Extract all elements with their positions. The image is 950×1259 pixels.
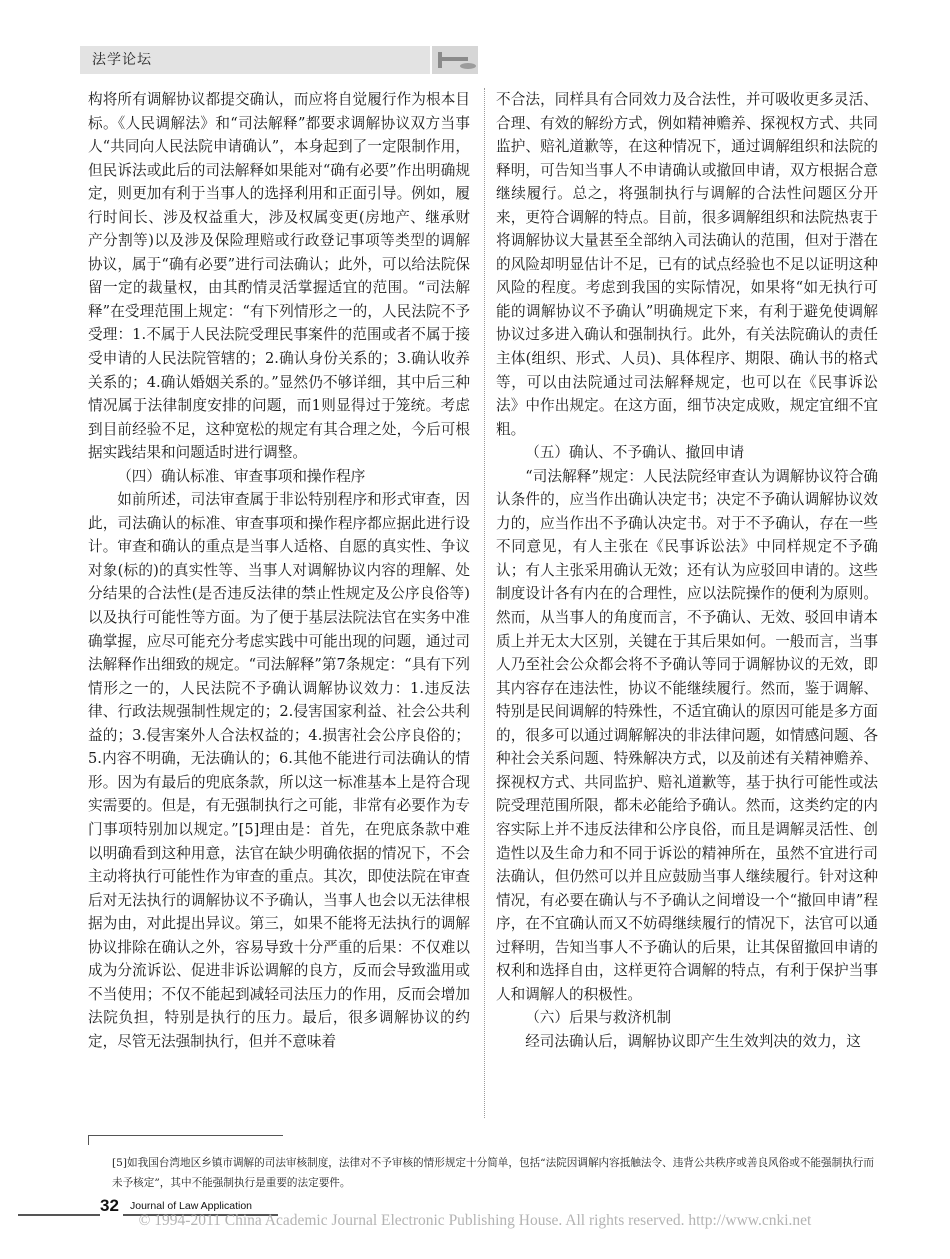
column-divider bbox=[484, 88, 485, 1118]
paragraph: 构将所有调解协议都提交确认，而应将自觉履行作为根本目标。《人民调解法》和“司法解释”都要求调解协议双方当事人“共同向人民法院申请确认”，本身起到了一定限制作用，但民诉法或此后的司法解释如果能对“确有必要”作出明确规定，则更加有利于当事人的选择利用和正面引导。例如，履行时间长、涉及权益重大，涉及权属变更(房地产、继承财产分割等)以及涉及保险理赔或行政登记事项等类型的调解协议，属于“确有必要”进行司法确认；此外，可以给法院保留一定的裁量权，由其酌情灵活掌握适宜的范围。“司法解释”在受理范围上规定：“有下列情形之一的，人民法院不予受理：1.不属于人民法院受理民事案件的范围或者不属于接受申请的人民法院管辖的；2.确认身份关系的；3.确认收养关系的；4.确认婚姻关系的。”显然仍不够详细，其中后三种情况属于法律制度安排的问题，而1则显得过于笼统。考虑到目前经验不足，这种宽松的规定有其合理之处，今后可根据实践结果和问题适时进行调整。 bbox=[88, 91, 470, 462]
paragraph: 不合法，同样具有合同效力及合法性，并可吸收更多灵活、合理、有效的解纷方式，例如精神赡养、探视权方式、共同监护、赔礼道歉等，在这种情况下，通过调解组织和法院的释明，可告知当事人不申请确认或撤回申请，双方根据合意继续履行。总之，将强制执行与调解的合法性问题区分开来，更符合调解的特点。目前，很多调解组织和法院热衷于将调解协议大量甚至全部纳入司法确认的范围，但对于潜在的风险却明显估计不足，已有的试点经验也不足以证明这种风险的程度。考虑到我国的实际情况，如果将“如无执行可能的调解协议不予确认”明确规定下来，有利于避免使调解协议过多进入确认和强制执行。此外，有关法院确认的责任主体(组织、形式、人员)、具体程序、期限、确认书的格式等，可以由法院通过司法解释规定，也可以在《民事诉讼法》中作出规定。在这方面，细节决定成败，规定宜细不宜粗。 bbox=[496, 91, 878, 438]
section-heading: （六）后果与救济机制 bbox=[525, 1009, 672, 1027]
copyright-notice: © 1994-2011 China Academic Journal Electronic Publishing House. All rights reserved. http://www.cnki.net bbox=[138, 1212, 812, 1229]
footnote-rule bbox=[88, 1135, 283, 1136]
right-column bbox=[496, 88, 878, 1053]
page-number: 32 bbox=[100, 1196, 123, 1216]
gavel-icon bbox=[432, 46, 478, 74]
left-column bbox=[88, 88, 470, 1053]
header-band bbox=[80, 46, 430, 74]
footnote-rule-mark bbox=[88, 1135, 89, 1145]
paragraph: 如前所述，司法审查属于非讼特别程序和形式审查，因此，司法确认的标准、审查事项和操作程序都应据此进行设计。审查和确认的重点是当事人适格、自愿的真实性、争议对象(标的)的真实性等、当事人对调解协议内容的理解、处分结果的合法性(是否违反法律的禁止性规定及公序良俗等)以及执行可能性等方面。为了便于基层法院法官在实务中准确掌握，应尽可能充分考虑实践中可能出现的问题，通过司法解释作出细致的规定。“司法解释”第7条规定：“具有下列情形之一的，人民法院不予确认调解协议效力：1.违反法律、行政法规强制性规定的；2.侵害国家利益、社会公共利益的；3.侵害案外人合法权益的；4.损害社会公序良俗的；5.内容不明确，无法确认的；6.其他不能进行司法确认的情形。因为有最后的兜底条款，所以这一标准基本上是符合现实需要的。但是，有无强制执行之可能，非常有必要作为专门事项特别加以规定。”[5]理由是：首先，在兜底条款中难以明确看到这种用意，法官在缺少明确依据的情况下，不会主动将执行可能性作为审查的重点。其次，即使法院在审查后对无法执行的调解协议不予确认，当事人也会以无法律根据为由，对此提出异议。第三，如果不能将无法执行的调解协议排除在确认之外，容易导致十分严重的后果：不仅难以成为分流诉讼、促进非诉讼调解的良方，反而会导致滥用或不当使用；不仅不能起到减轻司法压力的作用，反而会增加法院负担，特别是执行的压力。最后，很多调解协议的约定，尽管无法强制执行，但并不意味着 bbox=[88, 491, 470, 1050]
journal-title: 法学论坛 bbox=[92, 52, 152, 68]
journal-english-title: Journal of Law Application bbox=[126, 1200, 256, 1212]
running-header bbox=[80, 46, 480, 74]
footnote: [5]如我国台湾地区乡镇市调解的司法审核制度，法律对不予审核的情形规定十分简单，包括“法院因调解内容抵触法令、违背公共秩序或善良风俗或不能强制执行而未予核定”，其中不能强制执行是重要的法定要件。 bbox=[112, 1157, 874, 1189]
section-heading: （五）确认、不予确认、撤回申请 bbox=[525, 444, 745, 462]
section-heading: （四）确认标准、审查事项和操作程序 bbox=[117, 467, 366, 485]
paragraph: 经司法确认后，调解协议即产生生效判决的效力，这 bbox=[525, 1032, 861, 1050]
paragraph: “司法解释”规定：人民法院经审查认为调解协议符合确认条件的，应当作出确认决定书；决定不予确认调解协议效力的，应当作出不予确认决定书。对于不予确认，存在一些不同意见，有人主张在《民事诉讼法》中同样规定不予确认；有人主张采用确认无效；还有认为应驳回申请的。这些制度设计各有内在的合理性，应以法院操作的便利为原则。然而，从当事人的角度而言，不予确认、无效、驳回申请本质上并无太大区别，关键在于其后果如何。一般而言，当事人乃至社会公众都会将不予确认等同于调解协议的无效，即其内容存在违法性，协议不能继续履行。然而，鉴于调解、特别是民间调解的特殊性，不适宜确认的原因可能是多方面的，很多可以通过调解解决的非法律问题，如情感问题、各种社会关系问题、特殊解决方式，以及前述有关精神赡养、探视权方式、共同监护、赔礼道歉等，基于执行可能性或法院受理范围所限，都未必能给予确认。然而，这类约定的内容实际上并不违反法律和公序良俗，而且是调解灵活性、创造性以及生命力和不同于诉讼的精神所在，虽然不宜进行司法确认，但仍然可以并且应鼓励当事人继续履行。针对这种情况，有必要在确认与不予确认之间增设一个“撤回申请”程序，在不宜确认而又不妨碍继续履行的情况下，法官可以通过释明，告知当事人不予确认的后果，让其保留撤回申请的权利和选择自由，这样更符合调解的特点，有利于保护当事人和调解人的积极性。 bbox=[496, 467, 878, 1003]
